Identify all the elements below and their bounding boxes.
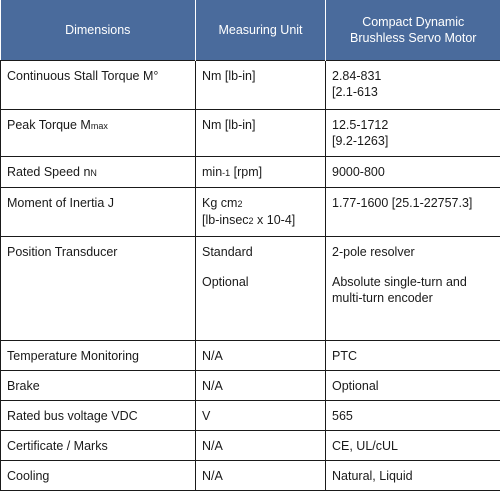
value-line: 2-pole resolver: [332, 244, 494, 260]
cell-dimension: Temperature Monitoring: [1, 341, 196, 371]
header-motor-line2: Brushless Servo Motor: [330, 30, 497, 46]
spacer: [202, 260, 319, 274]
unit-subscript: -1: [222, 168, 230, 178]
table-row: [1, 61, 500, 110]
cell-unit: [196, 237, 326, 341]
cell-unit: N/A: [196, 341, 326, 371]
unit-rest: x 10-4]: [254, 213, 296, 227]
table-row: [1, 401, 500, 431]
table-row: [1, 157, 500, 188]
cell-dimension: Position Transducer: [1, 237, 196, 341]
unit-rest: [rpm]: [230, 165, 262, 179]
cell-dimension: Rated bus voltage VDC: [1, 401, 196, 431]
header-measuring-unit: Measuring Unit: [196, 0, 326, 61]
cell-value: Natural, Liquid: [326, 461, 500, 491]
cell-unit: N/A: [196, 371, 326, 401]
unit-line: [202, 212, 319, 229]
cell-value: PTC: [326, 341, 500, 371]
table-row: [1, 461, 500, 491]
header-row: [1, 0, 500, 61]
table-row: [1, 110, 500, 157]
cell-value: 9000-800: [326, 157, 500, 188]
header-dimensions: Dimensions: [1, 0, 196, 61]
table-row: [1, 431, 500, 461]
table-row: [1, 371, 500, 401]
value-line: 2.84-831: [332, 68, 494, 84]
cell-unit: N/A: [196, 461, 326, 491]
value-line: [2.1-613: [332, 84, 494, 100]
cell-value: 1.77-1600 [25.1-22757.3]: [326, 188, 500, 237]
spacer: [332, 260, 494, 274]
unit-line: Optional: [202, 274, 319, 290]
cell-dimension: Brake: [1, 371, 196, 401]
unit-line: Standard: [202, 244, 319, 260]
header-motor: [326, 0, 500, 61]
value-line: 12.5-1712: [332, 117, 494, 133]
value-line: Absolute single-turn and: [332, 274, 494, 290]
cell-unit: N/A: [196, 431, 326, 461]
cell-value: [326, 61, 500, 110]
table-row: [1, 341, 500, 371]
value-line: multi-turn encoder: [332, 290, 494, 306]
cell-dimension: [1, 110, 196, 157]
cell-value: 565: [326, 401, 500, 431]
cell-value: Optional: [326, 371, 500, 401]
unit-subscript: 2: [249, 216, 254, 226]
unit-label: Kg cm: [202, 196, 237, 210]
unit-line: [202, 195, 319, 212]
dimension-label: Peak Torque M: [7, 118, 91, 132]
cell-unit: V: [196, 401, 326, 431]
cell-unit: [196, 188, 326, 237]
cell-value: [326, 237, 500, 341]
unit-subscript: 2: [237, 199, 242, 209]
cell-value: CE, UL/cUL: [326, 431, 500, 461]
header-motor-line1: Compact Dynamic: [330, 14, 497, 30]
cell-unit: Nm [lb-in]: [196, 61, 326, 110]
table-row: [1, 188, 500, 237]
cell-unit: Nm [lb-in]: [196, 110, 326, 157]
cell-dimension: Cooling: [1, 461, 196, 491]
value-line: [9.2-1263]: [332, 133, 494, 149]
cell-unit: [196, 157, 326, 188]
table-body: [1, 61, 500, 491]
cell-value: [326, 110, 500, 157]
cell-dimension: [1, 157, 196, 188]
cell-dimension: Moment of Inertia J: [1, 188, 196, 237]
unit-label: [lb-insec: [202, 213, 249, 227]
dimension-label: Rated Speed n: [7, 165, 90, 179]
dimension-subscript: max: [91, 121, 108, 131]
table-header: [1, 0, 500, 61]
table-row: [1, 237, 500, 341]
unit-label: min: [202, 165, 222, 179]
cell-dimension: Continuous Stall Torque M°: [1, 61, 196, 110]
cell-dimension: Certificate / Marks: [1, 431, 196, 461]
dimension-subscript: N: [90, 168, 97, 178]
